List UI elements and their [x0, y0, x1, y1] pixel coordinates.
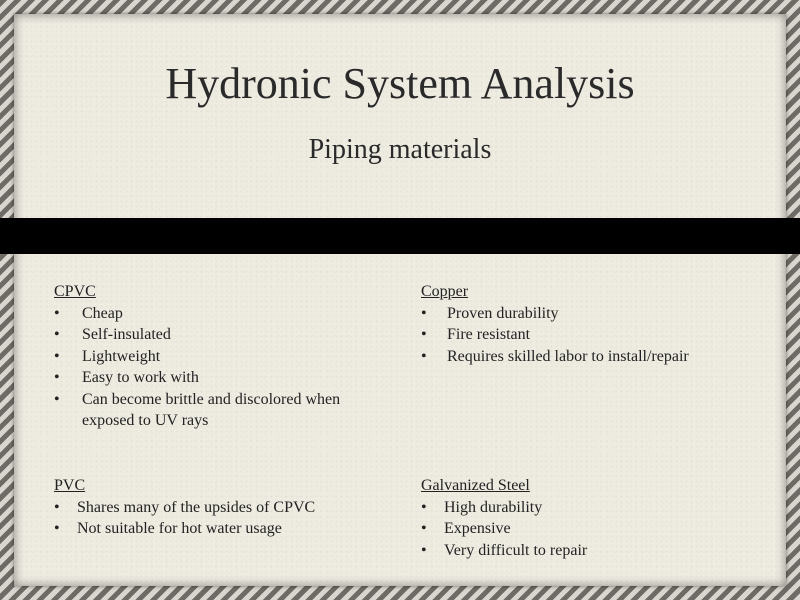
pvc-heading: PVC [54, 477, 86, 494]
bullet-item: • Very difficult to repair [421, 540, 800, 562]
pvc-section [54, 475, 364, 540]
cpvc-section [54, 281, 364, 432]
galvanized-steel-bullet-list [421, 497, 800, 562]
bullet-item: • Shares many of the upsides of CPVC [54, 497, 364, 519]
bullet-item: • Self-insulated [54, 324, 364, 346]
cpvc-heading: CPVC [54, 283, 96, 300]
pvc-bullet-list [54, 497, 364, 540]
bullet-item: • Can become brittle and discolored when exposed to UV rays [54, 389, 364, 432]
bullet-item: • Proven durability [421, 303, 800, 325]
bullet-item: • Fire resistant [421, 324, 800, 346]
copper-bullet-list [421, 303, 800, 368]
black-band [0, 218, 800, 254]
bullet-item: • High durability [421, 497, 800, 519]
bullet-item: • Requires skilled labor to install/repair [421, 346, 800, 368]
copper-heading: Copper [421, 283, 469, 300]
galvanized-steel-heading: Galvanized Steel [421, 477, 530, 494]
slide-subtitle: Piping materials [308, 134, 492, 165]
slide-title: Hydronic System Analysis [165, 59, 635, 108]
galvanized-steel-section [421, 475, 800, 561]
copper-section [421, 281, 800, 367]
bullet-item: • Easy to work with [54, 367, 364, 389]
bullet-item: • Lightweight [54, 346, 364, 368]
bullet-item: • Cheap [54, 303, 364, 325]
cpvc-bullet-list [54, 303, 364, 432]
bullet-item: • Expensive [421, 518, 800, 540]
slide [14, 14, 786, 586]
bullet-item: • Not suitable for hot water usage [54, 518, 364, 540]
